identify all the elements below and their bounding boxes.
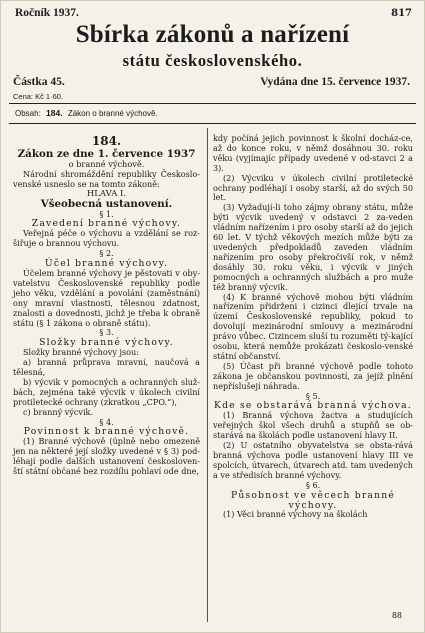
contents-text: Zákon o branné výchově. bbox=[67, 109, 158, 118]
signature-mark: 88 bbox=[391, 611, 402, 620]
section-3-item-b: b) výcvik v pomocných a ochranných služ-bách, zejména také výcvik v úkolech civilní protiletecké ochrany (zkratkou „CPO.“), bbox=[13, 376, 200, 407]
left-column bbox=[13, 134, 200, 477]
preamble: Národní shromáždění republiky Českoslo-venské usneslo se na tomto zákoně: bbox=[13, 168, 200, 189]
contents-label: Obsah: bbox=[15, 109, 41, 118]
collection-title: Sbírka zákonů a nařízení bbox=[75, 21, 350, 48]
section-5-paragraph-1: (1) Branná výchova žactva a studujících veřejných škol všech druhů a stupňů se ob-starává na školách podle ustanovení hlavy II. bbox=[213, 410, 413, 441]
issue-label: Částka 45. bbox=[13, 76, 65, 88]
law-number: 184. bbox=[91, 134, 122, 148]
section-1-text: Veřejná péče o výchovu a vzdělání se roz-šiřuje o brannou výchovu. bbox=[13, 228, 200, 249]
volume-label: Ročník 1937. bbox=[15, 7, 79, 19]
section-5-paragraph-2: (2) U ostatního obyvatelstva se obsta-rává branná výchova podle ustanovení hlavy III ve spolcích, útvarech, útvarech atd. tam uvedených a ve středisích branné výchovy. bbox=[213, 440, 413, 480]
price-label: Cena: Kč 1·60. bbox=[13, 92, 64, 101]
publication-date: Vydána dne 15. července 1937. bbox=[260, 76, 410, 88]
section-3-intro: Složky branné výchovy jsou: bbox=[23, 347, 139, 358]
collection-subtitle: státu československého. bbox=[122, 51, 303, 70]
section-1-title: Zavedení branné výchovy. bbox=[31, 218, 182, 230]
header-rule-top bbox=[9, 103, 416, 104]
section-6-title: Působnost ve věcech branné výchovy. bbox=[231, 489, 395, 511]
section-5-title: Kde se obstarává branná výchova. bbox=[214, 400, 412, 412]
section-4-text: (1) Branné výchově (úplně nebo omezeně jen na některé její složky uvedené v § 3) pod-léhají podle dalších ustanovení českosloven-ští státní občané bez rozdílu pohlaví ode dne, bbox=[13, 436, 200, 477]
chapter-heading: HLAVA I. bbox=[86, 188, 127, 199]
section-5-number: § 5. bbox=[305, 390, 321, 401]
page-number: 817 bbox=[391, 8, 412, 19]
law-title: Zákon ze dne 1. července 1937 bbox=[17, 148, 196, 160]
section-2-title: Účel branné výchovy. bbox=[44, 258, 169, 270]
section-4-paragraph-2: (2) Výcviku v úkolech civilní protiletecké ochrany podléhají i osoby starší, až do svých 50 let. bbox=[213, 172, 413, 203]
section-2-number: § 2. bbox=[99, 248, 114, 259]
section-4-title: Povinnost k branné výchově. bbox=[23, 426, 190, 438]
section-2-text: Účelem branné výchovy je pěstovati v oby-vatelstvu Československé republiky podle jeho věku, vzdělání a povolání (zaměstnání) ony mravní vlastnosti, tělesnou zdatnost, znalosti a dovednosti, jichž je třeba k obraně státu (§ 1 zákona o obraně státu). bbox=[13, 267, 200, 328]
section-3-item-c: c) branný výcvik. bbox=[23, 406, 94, 417]
section-6-number: § 6. bbox=[305, 479, 321, 490]
header-rule-bottom bbox=[9, 123, 416, 124]
right-column bbox=[213, 134, 413, 520]
chapter-name: Všeobecná ustanovení. bbox=[40, 197, 173, 210]
section-3-item-a: a) branná průprava mravní, naučová a tělesná, bbox=[13, 357, 200, 378]
section-3-number: § 3. bbox=[99, 327, 114, 338]
section-4-paragraph-4: (4) K branné výchově mohou býti vládním nařízením přidrženi i cizinci dlející trvale na území Československé republiky, pokud to dovolují mezinárodní smlouvy a mezinárodní právo vůbec. Cizincem sluší tu rozuměti tý-kající osobu, která nemůže prokázati českoslo-venské státní občanství. bbox=[213, 291, 413, 361]
section-3-title: Složky branné výchovy. bbox=[39, 337, 174, 349]
section-4-number: § 4. bbox=[99, 416, 114, 427]
section-4-paragraph-3: (3) Vyžadují-li toho zájmy obrany státu, může býti výcvik uvedený v odstavci 2 za-veden vládním nařízením i pro osoby starší až do jejich 60 let. V týchž věkových mezích může býti za uvedených předpokladů zaveden vládním nařízením pro osoby překročivší rok, v němž dosáhly 30. roku věku, i výcvik v jiných pomocných a ochranných službách a pro muže též branný výcvik. bbox=[213, 202, 413, 292]
contents-line bbox=[15, 108, 158, 118]
section-1-number: § 1. bbox=[99, 208, 114, 219]
law-subtitle: o branné výchově. bbox=[68, 159, 145, 169]
section-4-paragraph-5: (5) Účast při branné výchově podle tohoto zákona je občanskou povinností, za jejíž plnění nepříslušejí náhrada. bbox=[213, 360, 413, 391]
column-divider bbox=[207, 128, 208, 622]
section-6-paragraph-1: (1) Věci branné výchovy na školách bbox=[223, 509, 368, 520]
section-4-text-continued: kdy počíná jejich povinnost k školní docház-ce, až do konce roku, v němž dosáhnou 30. roku věku (vyjímajíc případy uvedené v od-stavci 2 a 3). bbox=[213, 133, 413, 173]
contents-number: 184. bbox=[46, 108, 63, 118]
